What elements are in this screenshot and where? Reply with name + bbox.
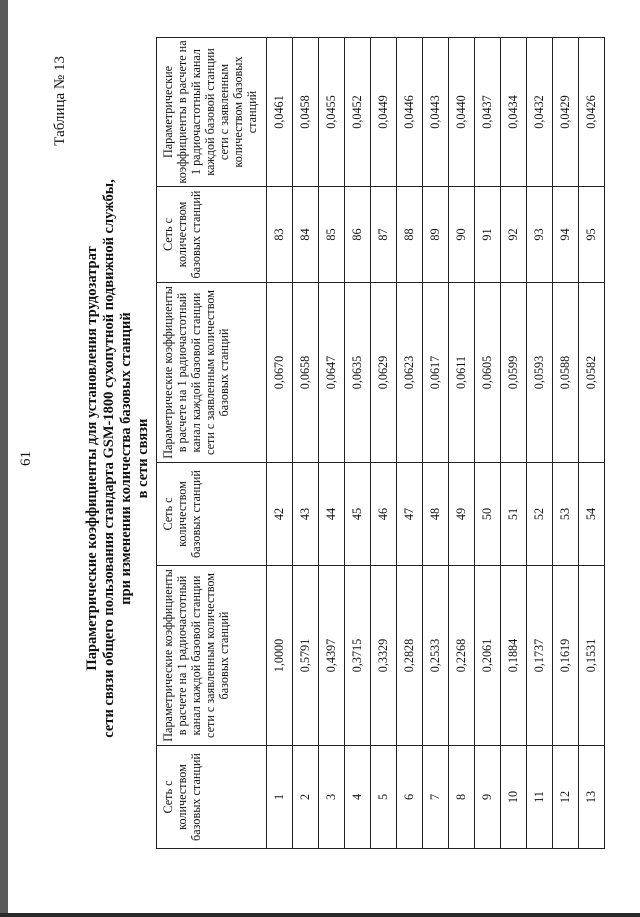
table-row: [553, 38, 579, 849]
coefficient-cell: 0,0635: [345, 283, 371, 463]
coefficient-cell: 0,1619: [553, 566, 579, 746]
network-size-cell: 93: [527, 187, 553, 283]
network-size-cell: 88: [397, 187, 423, 283]
title-line: в сети связи: [135, 418, 151, 499]
network-size-cell: 11: [527, 746, 553, 849]
network-size-cell: 50: [475, 463, 501, 566]
network-size-cell: 7: [423, 746, 449, 849]
table-row: [345, 38, 371, 849]
table-row: [371, 38, 397, 849]
header-cell-coefficient: Параметрические коэффициенты в расчете на 1 радиочастотный канал каждой базовой станции сети с заявленным количеством базовых станций: [157, 38, 267, 187]
coefficient-cell: 0,0458: [293, 38, 319, 187]
table-row: [449, 38, 475, 849]
network-size-cell: 48: [423, 463, 449, 566]
network-size-cell: 86: [345, 187, 371, 283]
network-size-cell: 10: [501, 746, 527, 849]
network-size-cell: 42: [267, 463, 293, 566]
network-size-cell: 47: [397, 463, 423, 566]
coefficient-cell: 0,0446: [397, 38, 423, 187]
header-row: [157, 38, 267, 849]
network-size-cell: 51: [501, 463, 527, 566]
table-row: [423, 38, 449, 849]
coefficient-cell: 0,0437: [475, 38, 501, 187]
network-size-cell: 9: [475, 746, 501, 849]
title-line: Параметрические коэффициенты для установления трудозатрат: [84, 246, 100, 671]
table-row: [397, 38, 423, 849]
coefficient-cell: 0,1737: [527, 566, 553, 746]
header-cell-coefficient: Параметрические коэффициенты в расчете на 1 радиочастотный канал каждой базовой станции сети с заявленным количеством базовых станций: [157, 283, 267, 463]
network-size-cell: 54: [579, 463, 605, 566]
table-row: [319, 38, 345, 849]
title-line: сети связи общего пользования стандарта GSM-1800 сухопутной подвижной службы,: [101, 179, 117, 738]
network-size-cell: 13: [579, 746, 605, 849]
network-size-cell: 52: [527, 463, 553, 566]
network-size-cell: 91: [475, 187, 501, 283]
network-size-cell: 3: [319, 746, 345, 849]
coefficient-cell: 0,0617: [423, 283, 449, 463]
coefficient-cell: 0,0593: [527, 283, 553, 463]
network-size-cell: 53: [553, 463, 579, 566]
network-size-cell: 84: [293, 187, 319, 283]
coefficient-cell: 0,0434: [501, 38, 527, 187]
coefficient-cell: 0,0432: [527, 38, 553, 187]
coefficient-cell: 0,0582: [579, 283, 605, 463]
coefficient-cell: 0,0443: [423, 38, 449, 187]
network-size-cell: 94: [553, 187, 579, 283]
coefficient-cell: 0,0426: [579, 38, 605, 187]
table-row: [475, 38, 501, 849]
coefficient-cell: 0,2828: [397, 566, 423, 746]
network-size-cell: 44: [319, 463, 345, 566]
table-row: [579, 38, 605, 849]
network-size-cell: 49: [449, 463, 475, 566]
table-row: [293, 38, 319, 849]
network-size-cell: 87: [371, 187, 397, 283]
network-size-cell: 43: [293, 463, 319, 566]
coefficient-cell: 0,0455: [319, 38, 345, 187]
network-size-cell: 8: [449, 746, 475, 849]
document-title: [84, 0, 152, 917]
network-size-cell: 85: [319, 187, 345, 283]
coefficient-cell: 0,0461: [267, 38, 293, 187]
coefficient-cell: 1,0000: [267, 566, 293, 746]
network-size-cell: 6: [397, 746, 423, 849]
table-row: [267, 38, 293, 849]
coefficient-cell: 0,3715: [345, 566, 371, 746]
network-size-cell: 12: [553, 746, 579, 849]
coefficient-cell: 0,2268: [449, 566, 475, 746]
page-number: 61: [18, 451, 34, 466]
coefficient-cell: 0,3329: [371, 566, 397, 746]
coefficient-cell: 0,0429: [553, 38, 579, 187]
coefficient-cell: 0,0599: [501, 283, 527, 463]
network-size-cell: 2: [293, 746, 319, 849]
coefficients-table: [156, 37, 605, 849]
table-row: [501, 38, 527, 849]
coefficient-cell: 0,4397: [319, 566, 345, 746]
table-label: Таблица № 13: [52, 56, 68, 146]
coefficient-cell: 0,0611: [449, 283, 475, 463]
network-size-cell: 4: [345, 746, 371, 849]
network-size-cell: 1: [267, 746, 293, 849]
table-row: [527, 38, 553, 849]
coefficient-cell: 0,0588: [553, 283, 579, 463]
table-body: [267, 38, 605, 849]
network-size-cell: 46: [371, 463, 397, 566]
coefficient-cell: 0,1531: [579, 566, 605, 746]
network-size-cell: 45: [345, 463, 371, 566]
header-cell-network-size: Сеть с количеством базовых станций: [157, 746, 267, 849]
coefficient-cell: 0,0623: [397, 283, 423, 463]
coefficient-cell: 0,0452: [345, 38, 371, 187]
network-size-cell: 5: [371, 746, 397, 849]
coefficient-cell: 0,0449: [371, 38, 397, 187]
header-cell-coefficient: Параметрические коэффициенты в расчете на 1 радиочастотный канал каждой базовой станции сети с заявленным количеством базовых станций: [157, 566, 267, 746]
coefficient-cell: 0,0440: [449, 38, 475, 187]
network-size-cell: 89: [423, 187, 449, 283]
network-size-cell: 95: [579, 187, 605, 283]
network-size-cell: 90: [449, 187, 475, 283]
header-cell-network-size: Сеть с количеством базовых станций: [157, 187, 267, 283]
network-size-cell: 83: [267, 187, 293, 283]
coefficient-cell: 0,0605: [475, 283, 501, 463]
network-size-cell: 92: [501, 187, 527, 283]
header-cell-network-size: Сеть с количеством базовых станций: [157, 463, 267, 566]
coefficient-cell: 0,5791: [293, 566, 319, 746]
coefficient-cell: 0,1884: [501, 566, 527, 746]
coefficient-cell: 0,0658: [293, 283, 319, 463]
coefficient-cell: 0,2533: [423, 566, 449, 746]
coefficient-cell: 0,0629: [371, 283, 397, 463]
title-line: при изменении количества базовых станций: [118, 312, 134, 605]
coefficient-cell: 0,2061: [475, 566, 501, 746]
coefficient-cell: 0,0670: [267, 283, 293, 463]
coefficient-cell: 0,0647: [319, 283, 345, 463]
